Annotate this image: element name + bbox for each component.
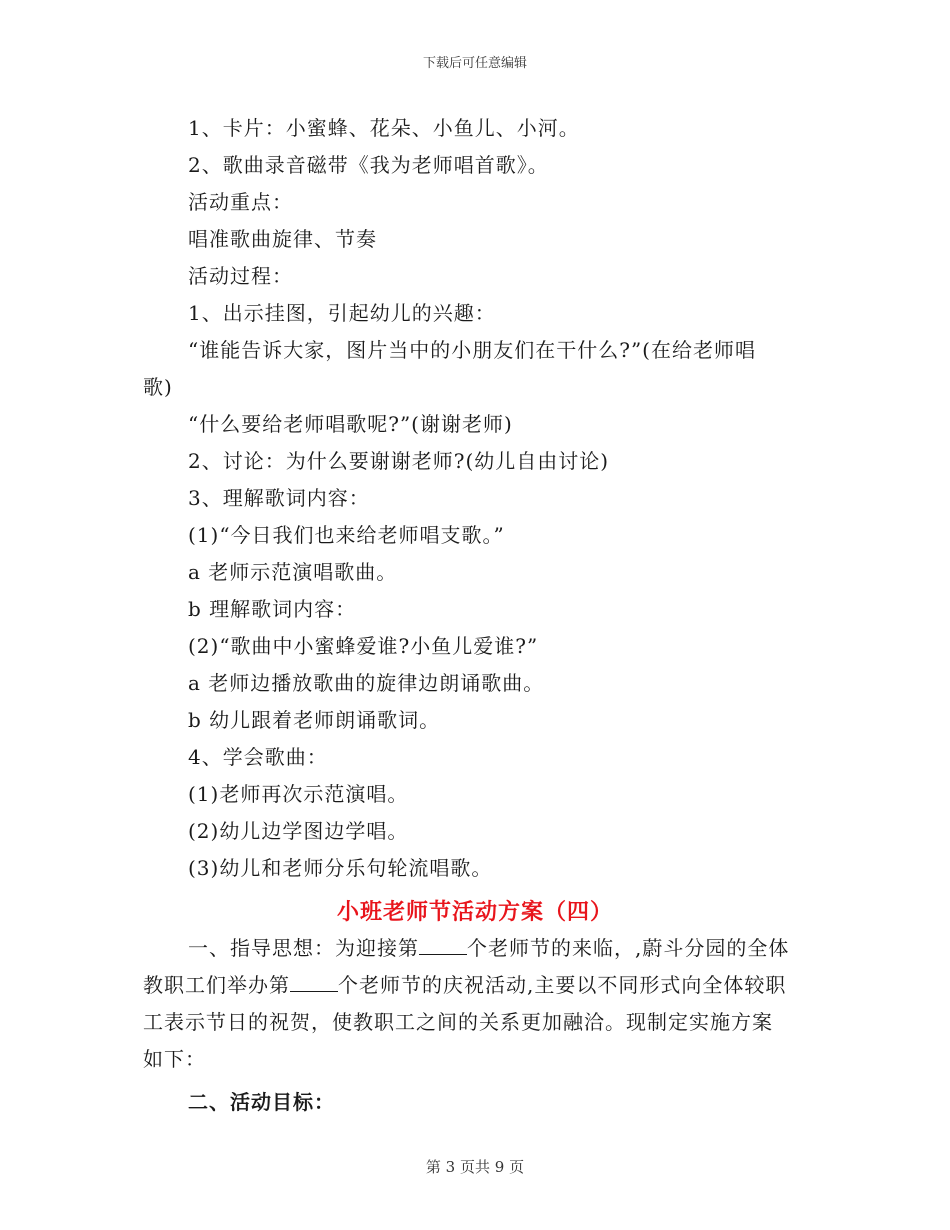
text-line: b 理解歌词内容：	[188, 597, 357, 621]
page-header: 下载后可任意编辑	[422, 56, 527, 71]
text-line: (2)“歌曲中小蜜蜂爱谁?小鱼儿爱谁?”	[188, 634, 539, 658]
paragraph-line: 工表示节日的祝贺，使教职工之间的关系更加融洽。现制定实施方案	[143, 1010, 773, 1034]
text-line: 3、理解歌词内容：	[188, 486, 370, 510]
text-line: 1、出示挂图，引起幼儿的兴趣：	[188, 301, 496, 325]
text-line: a 老师边播放歌曲的旋律边朗诵歌曲。	[188, 671, 545, 695]
paragraph-text: 个老师节的来临，,蔚斗分园的全体	[467, 936, 790, 960]
paragraph-text: 一、指导思想：为迎接第	[188, 936, 419, 960]
text-line: a 老师示范演唱歌曲。	[188, 560, 398, 584]
text-line: (1)“今日我们也来给老师唱支歌。”	[188, 523, 505, 547]
text-line: (1)老师再次示范演唱。	[188, 782, 409, 806]
paragraph-line	[143, 972, 786, 998]
text-line: b 幼儿跟着老师朗诵歌词。	[188, 708, 441, 732]
text-line: 2、讨论：为什么要谢谢老师?(幼儿自由讨论)	[188, 449, 610, 473]
text-line: 1、卡片：小蜜蜂、花朵、小鱼儿、小河。	[188, 116, 580, 140]
blank-underline	[290, 973, 338, 992]
paragraph-text: 个老师节的庆祝活动,主要以不同形式向全体较职	[338, 973, 787, 997]
text-line: 活动过程：	[188, 264, 293, 288]
section-title: 小班老师节活动方案（四）	[336, 899, 613, 925]
page-footer: 第 3 页共 9 页	[425, 1158, 525, 1176]
text-line: 活动重点：	[188, 190, 293, 214]
text-line: (3)幼儿和老师分乐句轮流唱歌。	[188, 856, 493, 880]
blank-underline	[419, 936, 467, 955]
paragraph-line: 如下：	[143, 1047, 206, 1071]
subheading: 二、活动目标：	[188, 1090, 335, 1114]
text-line: 歌)	[143, 375, 173, 399]
paragraph-line	[188, 935, 789, 961]
text-line: 2、歌曲录音磁带《我为老师唱首歌》。	[188, 153, 549, 177]
text-line: (2)幼儿边学图边学唱。	[188, 819, 409, 843]
text-line: “什么要给老师唱歌呢?”(谢谢老师)	[188, 412, 513, 436]
paragraph-text: 教职工们举办第	[143, 973, 290, 997]
text-line: 4、学会歌曲：	[188, 745, 328, 769]
text-line: “谁能告诉大家，图片当中的小朋友们在干什么?”(在给老师唱	[188, 338, 756, 362]
text-line: 唱准歌曲旋律、节奏	[188, 227, 377, 251]
